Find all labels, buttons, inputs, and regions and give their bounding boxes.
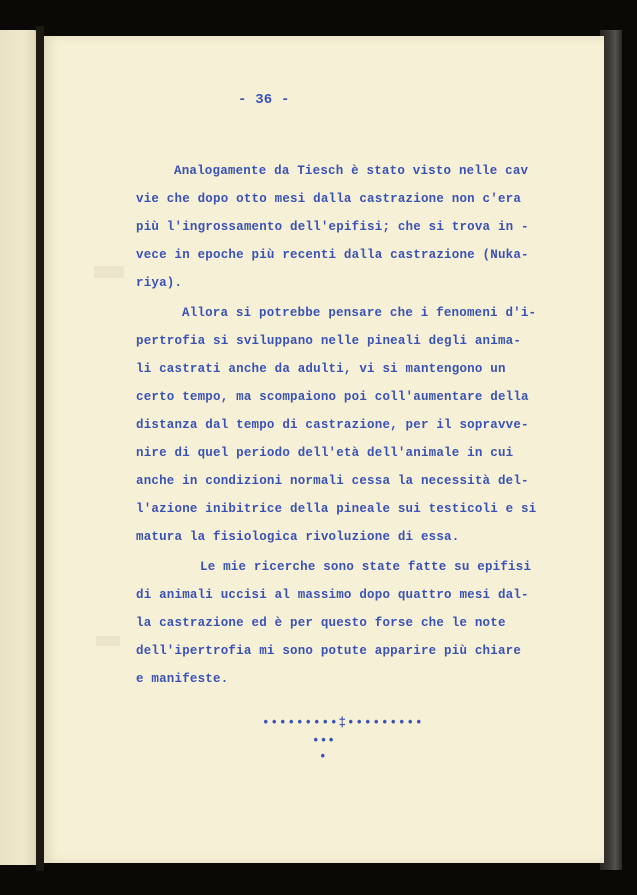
text-line: e manifeste. — [136, 672, 229, 686]
text-line: li castrati anche da adulti, vi si mantengono un — [136, 362, 506, 376]
text-line: di animali uccisi al massimo dopo quattro mesi dal- — [136, 588, 529, 602]
text-line: più l'ingrossamento dell'epifisi; che si trova in - — [136, 220, 529, 234]
text-line: la castrazione ed è per questo forse che le note — [136, 616, 506, 630]
text-line: Le mie ricerche sono state fatte su epifisi — [200, 560, 532, 574]
ornament-dots: •••••••••‡••••••••• — [262, 716, 424, 730]
text-line: nire di quel periodo dell'età dell'animale in cui — [136, 446, 514, 460]
text-line: Allora si potrebbe pensare che i fenomeni d'i- — [182, 306, 537, 320]
text-line: dell'ipertrofia mi sono potute apparire più chiare — [136, 644, 522, 658]
text-line: pertrofia si sviluppano nelle pineali degli anima- — [136, 334, 522, 348]
text-line: l'azione inibitrice della pineale sui testicoli e si — [136, 502, 537, 516]
text-line: vece in epoche più recenti dalla castrazione (Nuka- — [136, 248, 529, 262]
text-line: certo tempo, ma scompaiono poi coll'aumentare della — [136, 390, 529, 404]
text-line: distanza dal tempo di castrazione, per il sopravve- — [136, 418, 529, 432]
text-line: Analogamente da Tiesch è stato visto nelle cav — [174, 164, 529, 178]
book-gutter — [36, 26, 44, 871]
document-page — [44, 36, 604, 863]
text-line: anche in condizioni normali cessa la necessità del- — [136, 474, 529, 488]
ornament-dots: ••• — [312, 734, 336, 748]
show-through-mark — [96, 636, 120, 646]
ornament-dots: • — [319, 750, 327, 764]
page-number: - 36 - — [238, 92, 290, 108]
text-line: matura la fisiologica rivoluzione di essa. — [136, 530, 460, 544]
show-through-mark — [94, 266, 124, 278]
facing-page — [0, 30, 40, 865]
text-line: vie che dopo otto mesi dalla castrazione non c'era — [136, 192, 522, 206]
text-line: riya). — [136, 276, 183, 290]
